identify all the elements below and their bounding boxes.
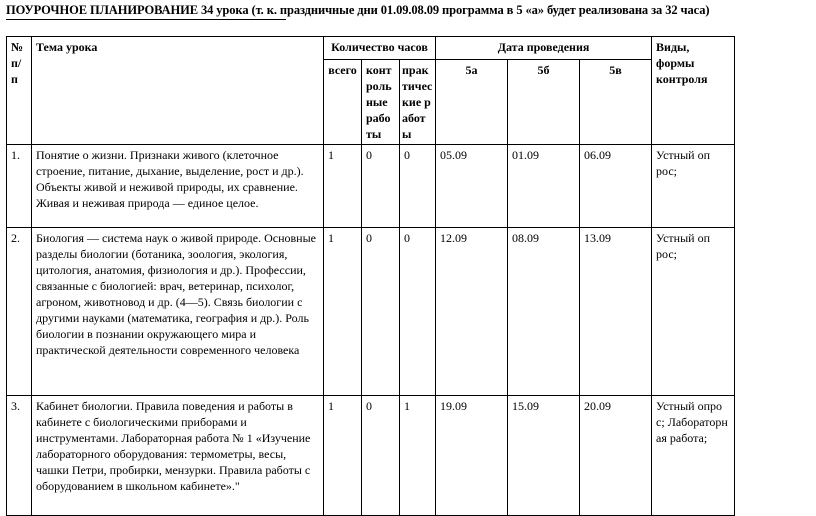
row-date-v: 06.09 (580, 145, 652, 228)
row-hours-practical: 0 (400, 145, 436, 228)
header-kinds: Виды, формы контроля (652, 37, 735, 145)
row-hours-control: 0 (362, 145, 400, 228)
header-hours-total: всего (324, 60, 362, 145)
header-date-group: Дата проведения (436, 37, 652, 60)
table-row (7, 228, 735, 396)
row-num: 2. (7, 228, 32, 396)
row-date-v: 20.09 (580, 396, 652, 516)
header-class-v: 5в (580, 60, 652, 145)
table-row (7, 396, 735, 516)
header-num: № п/п (7, 37, 32, 145)
row-date-a: 19.09 (436, 396, 508, 516)
row-topic: Кабинет биологии. Правила поведения и работы в кабинете с биологическими приборами и инструментами. Лабораторная работа № 1 «Изучение лабораторного оборудования: термометры, весы, чашки Петри, пробирки, мензурки. Правила работы с оборудованием в школьном кабинете»." (32, 396, 324, 516)
header-topic: Тема урока (32, 37, 324, 145)
row-topic: Понятие о жизни. Признаки живого (клеточное строение, питание, дыхание, выделение, рост и др.). Объекты живой и неживой природы, их сравнение. Живая и неживая природа — единое целое. (32, 145, 324, 228)
row-control-kind: Устный опрос; (652, 145, 735, 228)
row-hours-total: 1 (324, 228, 362, 396)
row-hours-practical: 0 (400, 228, 436, 396)
row-date-a: 12.09 (436, 228, 508, 396)
row-hours-practical: 1 (400, 396, 436, 516)
page-title: ПОУРОЧНОЕ ПЛАНИРОВАНИЕ 34 урока (т. к. праздничные дни 01.09.08.09 программа в 5 «а» будет реализована за 32 часа) (6, 3, 710, 17)
row-hours-control: 0 (362, 228, 400, 396)
header-hours-control: контрольные работы (362, 60, 400, 145)
header-hours-group: Количество часов (324, 37, 436, 60)
header-class-a: 5а (436, 60, 508, 145)
row-date-v: 13.09 (580, 228, 652, 396)
header-class-b: 5б (508, 60, 580, 145)
row-date-b: 15.09 (508, 396, 580, 516)
lesson-plan-table (6, 36, 735, 516)
row-hours-control: 0 (362, 396, 400, 516)
header-hours-practical: практические работы (400, 60, 436, 145)
table-row (7, 145, 735, 228)
row-control-kind: Устный опрос; Лабораторная работа; (652, 396, 735, 516)
row-date-b: 01.09 (508, 145, 580, 228)
row-control-kind: Устный опрос; (652, 228, 735, 396)
row-hours-total: 1 (324, 396, 362, 516)
title-underline (6, 19, 286, 20)
row-num: 1. (7, 145, 32, 228)
row-date-a: 05.09 (436, 145, 508, 228)
row-hours-total: 1 (324, 145, 362, 228)
row-date-b: 08.09 (508, 228, 580, 396)
row-num: 3. (7, 396, 32, 516)
row-topic: Биология — система наук о живой природе. Основные разделы биологии (ботаника, зоология, экология, цитология, анатомия, физиология и др.). Профессии, связанные с биологией: врач, ветеринар, психолог, агроном, животновод и др. (4—5). Связь биологии с другими науками (математика, география и др.). Роль биологии в познании окружающего мира и практической деятельности современного человека (32, 228, 324, 396)
table-header-row (7, 37, 735, 60)
